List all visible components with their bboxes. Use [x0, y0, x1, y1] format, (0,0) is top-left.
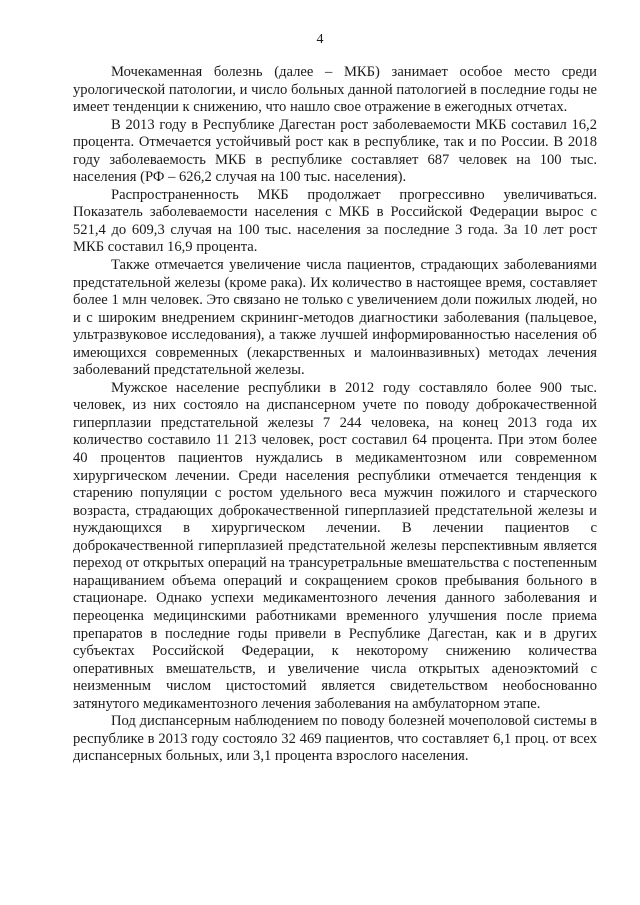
page-number: 4 — [316, 32, 324, 47]
paragraph-mkb-dagestan-growth: В 2013 году в Республике Дагестан рост заболеваемости МКБ составил 16,2 процента. Отмечается устойчивый рост как в республике, так и по России. В 2018 году заболеваемость МКБ в республике составляет 687 человек на 100 тыс. населения (РФ – 626,2 случая на 100 тыс. населения). — [73, 116, 597, 186]
paragraph-mkb-intro: Мочекаменная болезнь (далее – МКБ) занимает особое место среди урологической патологии, и число больных данной патологией в последние годы не имеет тенденции к снижению, что нашло свое отражение в ежегодных отчетах. — [73, 64, 597, 116]
paragraph-male-population: Мужское население республики в 2012 году составляло более 900 тыс. человек, из них состояло на диспансерном учете по поводу доброкачественной гиперплазии предстательной железы 7 244 человека, на конец 2013 года их количество составило 11 213 человек, рост составил 64 процента. При этом более 40 процентов пациентов нуждались в медикаментозном или современном хирургическом лечении. Среди населения республики отмечается тенденция к старению популяции с ростом удельного веса мужчин пожилого и старческого возраста, страдающих доброкачественной гиперплазией предстательной железы и нуждающихся в хирургическом лечении. В лечении пациентов с доброкачественной гиперплазией предстательной железы перспективным является переход от открытых операций на трансуретральные вмешательства с постепенным наращиванием объема операций и сокращением сроков пребывания больного в стационаре. Однако успехи медикаментозного лечения данного заболевания и переоценка медицинскими работниками временного улучшения после приема препаратов в последние годы привели в Республике Дагестан, как и в других субъектах Российской Федерации, к некоторому снижению количества оперативных вмешательств, и увеличение числа открытых аденоэктомий с неизменным числом цистостомий является свидетельством необоснованно затянутого медикаментозного лечения заболевания на амбулаторном этапе. — [73, 379, 597, 712]
paragraph-dispensary-observation: Под диспансерным наблюдением по поводу болезней мочеполовой системы в республике в 2013 году состояло 32 469 пациентов, что составляет 6,1 проц. от всех диспансерных больных, или 3,1 процента взрослого населения. — [73, 713, 597, 765]
paragraph-prostate-diseases: Также отмечается увеличение числа пациентов, страдающих заболеваниями предстательной железы (кроме рака). Их количество в настоящее время, составляет более 1 млн человек. Это связано не только с увеличением доли пожилых людей, но и с широким внедрением скрининг-методов диагностики заболевания (пальцевое, ультразвуковое исследования), а также лучшей информированностью населения об имеющихся современных (лекарственных и малоинвазивных) методах лечения заболеваний предстательной железы. — [73, 257, 597, 379]
body-text — [73, 64, 597, 766]
paragraph-mkb-prevalence: Распространенность МКБ продолжает прогрессивно увеличиваться. Показатель заболеваемости населения с МКБ в Российской Федерации вырос с 521,4 до 609,3 случая на 100 тыс. населения за последние 3 года. За 10 лет рост МКБ составил 16,9 процента. — [73, 186, 597, 256]
